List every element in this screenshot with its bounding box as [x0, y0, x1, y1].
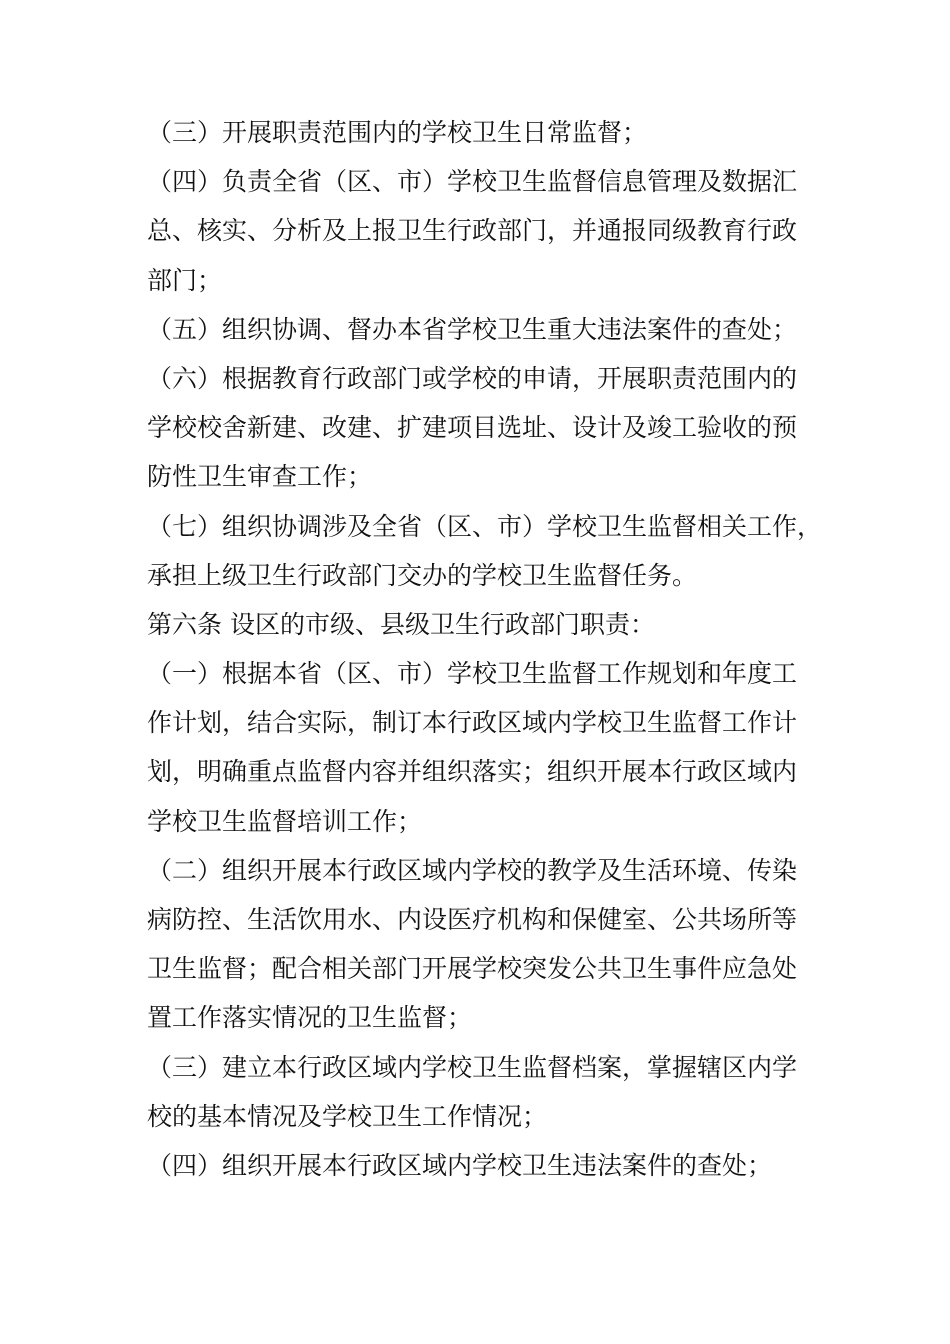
text-line: 部门；: [147, 265, 223, 295]
text-line: （三）建立本行政区域内学校卫生监督档案，掌握辖区内学: [147, 1052, 798, 1082]
text-line: （五）组织协调、督办本省学校卫生重大违法案件的查处；: [147, 314, 798, 344]
document-body: [147, 108, 823, 1190]
text-line: 防性卫生审查工作；: [147, 462, 373, 492]
article-heading: 第六条 设区的市级、县级卫生行政部门职责：: [147, 609, 655, 639]
text-line: （四）负责全省（区、市）学校卫生监督信息管理及数据汇: [147, 167, 798, 197]
text-line: 学校卫生监督培训工作；: [147, 806, 423, 836]
text-line: 承担上级卫生行政部门交办的学校卫生监督任务。: [147, 560, 698, 590]
text-line: 划，明确重点监督内容并组织落实；组织开展本行政区域内: [147, 757, 798, 787]
text-line: （七）组织协调涉及全省（区、市）学校卫生监督相关工作，: [147, 511, 823, 541]
text-line: （二）组织开展本行政区域内学校的教学及生活环境、传染: [147, 855, 798, 885]
text-line: 作计划，结合实际，制订本行政区域内学校卫生监督工作计: [147, 708, 798, 738]
text-line: 病防控、生活饮用水、内设医疗机构和保健室、公共场所等: [147, 905, 798, 934]
text-line: （四）组织开展本行政区域内学校卫生违法案件的查处；: [147, 1150, 773, 1180]
text-line: 置工作落实情况的卫生监督；: [147, 1003, 473, 1033]
text-line: 学校校舍新建、改建、扩建项目选址、设计及竣工验收的预: [147, 413, 798, 443]
text-line: （一）根据本省（区、市）学校卫生监督工作规划和年度工: [147, 659, 798, 689]
text-line: （三）开展职责范围内的学校卫生日常监督；: [147, 118, 648, 147]
text-line: 总、核实、分析及上报卫生行政部门，并通报同级教育行政: [147, 216, 798, 246]
text-line: 校的基本情况及学校卫生工作情况；: [147, 1101, 548, 1131]
text-line: 卫生监督；配合相关部门开展学校突发公共卫生事件应急处: [147, 954, 798, 984]
text-line: （六）根据教育行政部门或学校的申请，开展职责范围内的: [147, 363, 798, 393]
